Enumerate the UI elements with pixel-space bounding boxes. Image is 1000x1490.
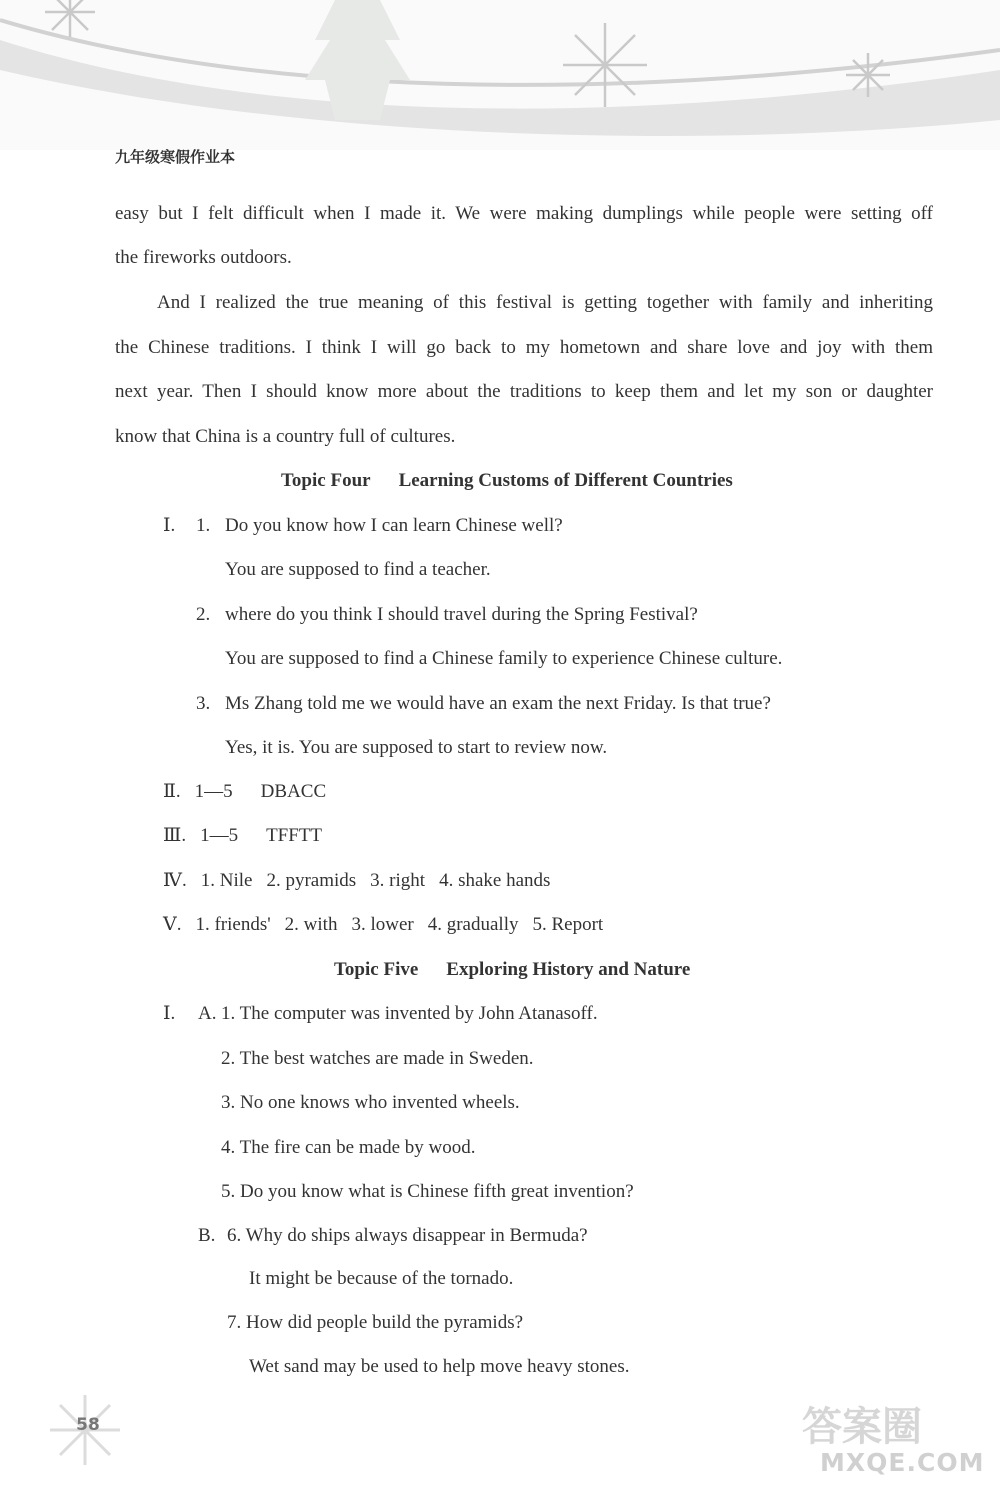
topic-five-heading bbox=[334, 958, 690, 982]
section-five-answer bbox=[163, 913, 603, 937]
question-number: 2. bbox=[196, 604, 211, 625]
answer-text: Yes, it is. You are supposed to start to review now. bbox=[225, 737, 608, 758]
answer-item: 2. with bbox=[284, 914, 338, 935]
answer-item: 4. shake hands bbox=[439, 870, 551, 891]
answer-text: You are supposed to find a Chinese family to experience Chinese culture. bbox=[225, 648, 783, 669]
essay-line: the fireworks outdoors. bbox=[115, 247, 292, 268]
section-marker: Ⅰ. bbox=[163, 1003, 176, 1024]
question-text: 6. Why do ships always disappear in Bermuda? bbox=[227, 1225, 588, 1246]
topic-number: Topic Four bbox=[281, 470, 371, 491]
essay-line: know that China is a country full of cultures. bbox=[115, 426, 456, 447]
answer-item: 2. pyramids bbox=[266, 870, 357, 891]
answer-item: 1. Nile bbox=[200, 870, 253, 891]
essay-line: easy but I felt difficult when I made it. We were making dumplings while people were setting off bbox=[115, 203, 933, 224]
topic-four-heading bbox=[281, 469, 733, 493]
section-marker: Ⅴ. bbox=[163, 914, 182, 935]
section-marker: Ⅳ. bbox=[163, 870, 187, 891]
section-marker: Ⅰ. bbox=[163, 515, 176, 536]
answer-text: Wet sand may be used to help move heavy stones. bbox=[249, 1356, 630, 1377]
answer-item: 2. The best watches are made in Sweden. bbox=[221, 1048, 534, 1069]
part-marker: A. bbox=[198, 1003, 217, 1024]
answer-item: 5. Report bbox=[532, 914, 604, 935]
part-marker: B. bbox=[198, 1225, 216, 1246]
section-marker: Ⅲ. bbox=[163, 825, 187, 846]
section-four-answer bbox=[163, 869, 550, 893]
page-number: 58 bbox=[76, 1415, 100, 1435]
answer-range: 1—5 bbox=[200, 825, 239, 846]
essay-line: the Chinese traditions. I think I will go back to my hometown and share love and joy with them bbox=[115, 337, 933, 358]
answer-item: 4. gradually bbox=[427, 914, 519, 935]
topic-number: Topic Five bbox=[334, 959, 419, 980]
question-number: 1. bbox=[196, 515, 211, 536]
answer-item: 3. lower bbox=[351, 914, 414, 935]
question-text: Do you know how I can learn Chinese well? bbox=[225, 515, 563, 536]
answer-text: It might be because of the tornado. bbox=[249, 1268, 514, 1289]
section-three-answer bbox=[163, 824, 322, 848]
topic-title: Learning Customs of Different Countries bbox=[398, 470, 733, 491]
answer-item: 3. right bbox=[370, 870, 426, 891]
answer-letters: DBACC bbox=[260, 781, 327, 802]
book-title: 九年级寒假作业本 bbox=[115, 148, 236, 166]
answer-letters: TFFTT bbox=[266, 825, 323, 846]
question-text: where do you think I should travel during the Spring Festival? bbox=[225, 604, 698, 625]
section-marker: Ⅱ. bbox=[163, 781, 181, 802]
answer-item: 1. friends' bbox=[195, 914, 271, 935]
answer-item: 3. No one knows who invented wheels. bbox=[221, 1092, 520, 1113]
section-two-answer bbox=[163, 780, 326, 804]
topic-title: Exploring History and Nature bbox=[446, 959, 691, 980]
essay-line: next year. Then I should know more about the traditions to keep them and let my son or daughter bbox=[115, 381, 933, 402]
answer-item: 1. The computer was invented by John Atanasoff. bbox=[221, 1003, 598, 1024]
answer-item: 5. Do you know what is Chinese fifth great invention? bbox=[221, 1181, 634, 1202]
question-text: 7. How did people build the pyramids? bbox=[227, 1312, 524, 1333]
watermark-url: MXQE.COM bbox=[820, 1448, 985, 1477]
decorative-banner bbox=[0, 0, 1000, 150]
question-number: 3. bbox=[196, 693, 211, 714]
answer-text: You are supposed to find a teacher. bbox=[225, 559, 491, 580]
watermark-cn: 答案圈 bbox=[802, 1404, 922, 1450]
answer-range: 1—5 bbox=[194, 781, 233, 802]
essay-line: And I realized the true meaning of this festival is getting together with family and inheriting bbox=[157, 292, 933, 313]
answer-item: 4. The fire can be made by wood. bbox=[221, 1137, 476, 1158]
question-text: Ms Zhang told me we would have an exam the next Friday. Is that true? bbox=[225, 693, 771, 714]
